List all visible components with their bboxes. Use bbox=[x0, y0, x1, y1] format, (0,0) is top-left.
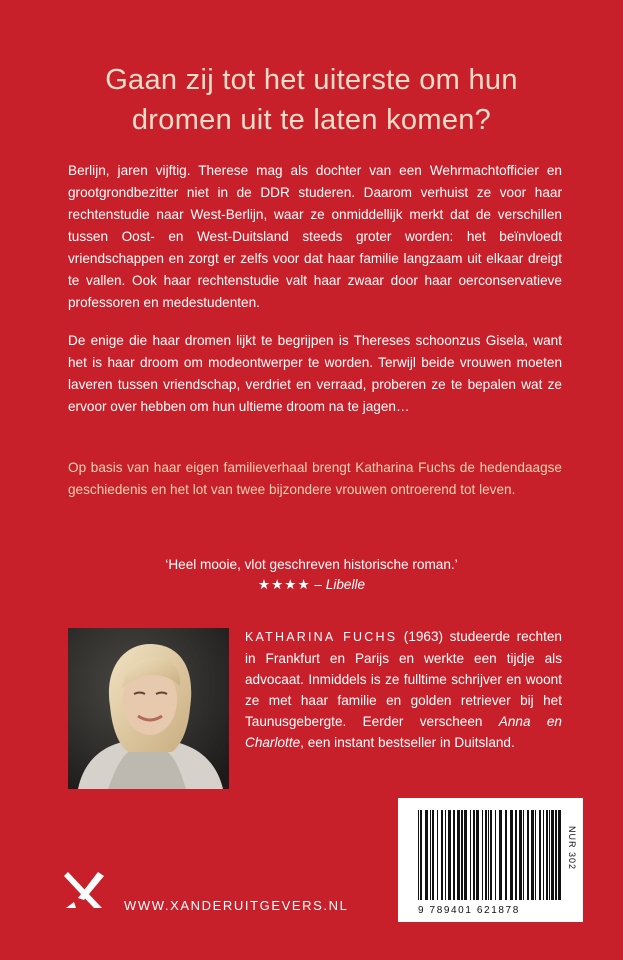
barcode-bar bbox=[457, 810, 460, 900]
nur-code: NUR 302 bbox=[567, 826, 577, 871]
barcode-bar bbox=[485, 810, 487, 900]
barcode-bar bbox=[539, 810, 541, 900]
barcode-bar bbox=[488, 810, 489, 900]
barcode-bar bbox=[432, 810, 434, 900]
barcode-bar bbox=[482, 810, 483, 900]
barcode-bar bbox=[441, 810, 443, 900]
barcode-bar bbox=[551, 810, 554, 900]
quote-text: ‘Heel mooie, vlot geschreven historische roman.’ bbox=[165, 557, 458, 572]
barcode-bar bbox=[470, 810, 471, 900]
publisher-logo bbox=[62, 868, 108, 930]
publisher-website: WWW.XANDERUITGEVERS.NL bbox=[124, 898, 349, 913]
previous-book-title: Anna en Charlotte bbox=[245, 714, 562, 750]
barcode-bar bbox=[549, 810, 550, 900]
barcode-bar bbox=[476, 810, 479, 900]
barcode-bar bbox=[499, 810, 502, 900]
barcode-bar bbox=[510, 810, 513, 900]
barcode-bar bbox=[546, 810, 548, 900]
barcode-bar bbox=[523, 810, 524, 900]
barcode-bar bbox=[535, 810, 536, 900]
isbn-number: 9 789401 621878 bbox=[418, 905, 520, 916]
barcode-bar bbox=[437, 810, 438, 900]
barcode-bar bbox=[490, 810, 492, 900]
barcode-bar bbox=[543, 810, 544, 900]
barcode-bar bbox=[420, 810, 422, 900]
barcode-bars bbox=[398, 798, 583, 922]
barcode-bar bbox=[515, 810, 517, 900]
bio-text-2: , een instant bestseller in Duitsland. bbox=[300, 735, 515, 750]
author-name: KATHARINA FUCHS bbox=[245, 630, 398, 644]
barcode-bar bbox=[453, 810, 455, 900]
author-bio bbox=[245, 626, 562, 753]
headline bbox=[20, 60, 603, 140]
barcode-bar bbox=[555, 810, 557, 900]
quote-source: Libelle bbox=[325, 577, 366, 592]
headline-line-2: dromen uit te laten komen? bbox=[131, 104, 492, 136]
synopsis-paragraph-1: Berlijn, jaren vijftig. Therese mag als dochter van een Wehrmachtofficier en grootgrondbezitter niet in de DDR studeren. Daarom verhuist ze voor haar rechtenstudie naar West-Berlijn, waar ze onmiddellijk merkt dat de verschillen tussen Oost- en West-Duitsland steeds groter worden: het beïnvloedt vriendschappen en zorgt er zelfs voor dat haar familie langzaam uit elkaar dreigt te vallen. Ook haar rechtenstudie valt haar zwaar door haar oerconservatieve professoren en medestudenten. bbox=[68, 163, 562, 310]
barcode-bar bbox=[461, 810, 463, 900]
headline-line-1: Gaan zij tot het uiterste om hun bbox=[105, 64, 518, 96]
barcode-bar bbox=[430, 810, 431, 900]
barcode-bar bbox=[425, 810, 428, 900]
synopsis-paragraph-2: De enige die haar dromen lijkt te begrijpen is Thereses schoonzus Gisela, want het is haar droom om modeontwerper te worden. Terwijl beide vrouwen moeten laveren tussen vriendschap, verdriet en verraad, proberen ze te bepalen wat ze ervoor over hebben om hun ultieme droom na te jagen… bbox=[68, 333, 562, 414]
synopsis-highlight-paragraph: Op basis van haar eigen familieverhaal brengt Katharina Fuchs de hedendaagse geschiedenis en het lot van twee bijzondere vrouwen ontroerend tot leven. bbox=[68, 460, 562, 497]
barcode-bar bbox=[445, 810, 446, 900]
barcode-bar bbox=[527, 810, 529, 900]
review-quote bbox=[60, 555, 563, 595]
barcode-bar bbox=[464, 810, 467, 900]
barcode-bar bbox=[495, 810, 496, 900]
isbn-barcode bbox=[398, 798, 583, 922]
barcode-bar bbox=[531, 810, 534, 900]
author-photo bbox=[68, 628, 229, 789]
barcode-bar bbox=[558, 810, 561, 900]
barcode-bar bbox=[519, 810, 522, 900]
quote-source-line bbox=[60, 575, 563, 595]
barcode-bar bbox=[473, 810, 475, 900]
barcode-bar bbox=[418, 810, 419, 900]
barcode-bar bbox=[448, 810, 451, 900]
barcode-bar bbox=[505, 810, 507, 900]
rating-stars: ★★★★ bbox=[257, 577, 311, 592]
quote-dash: – bbox=[310, 577, 326, 592]
bio-text-1: (1963) studeerde rechten in Frankfurt en Parijs en werkte een tijdje als advocaat. Inmiddels is ze fulltime schrijver en woont ze met haar familie en golden retriever bij het Taunusgebergte. Eerder verscheen bbox=[245, 629, 562, 729]
